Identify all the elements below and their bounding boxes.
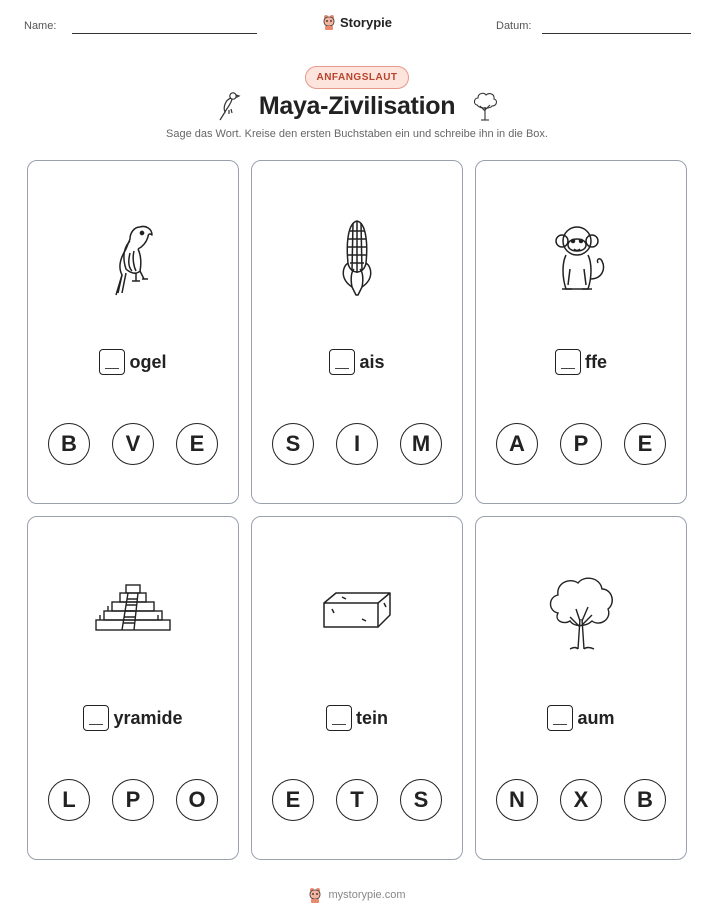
brand-logo <box>0 14 714 30</box>
letter-option[interactable]: B <box>48 423 90 465</box>
letter-options <box>476 779 686 821</box>
letter-option[interactable]: N <box>496 779 538 821</box>
letter-option[interactable]: T <box>336 779 378 821</box>
letter-options <box>252 779 462 821</box>
answer-box[interactable] <box>99 349 125 375</box>
word-ending: tein <box>355 707 388 728</box>
mascot-icon <box>308 887 322 903</box>
footer-url[interactable]: mystorypie.com <box>328 889 406 901</box>
answer-box[interactable] <box>547 705 573 731</box>
exercise-card <box>251 516 463 860</box>
corn-icon <box>312 213 402 303</box>
answer-box[interactable] <box>83 705 109 731</box>
instructions: Sage das Wort. Kreise den ersten Buchstaben ein und schreibe ihn in die Box. <box>166 128 548 140</box>
parrot-icon <box>88 213 178 303</box>
letter-option[interactable]: S <box>272 423 314 465</box>
brand-name: Storypie <box>339 14 392 30</box>
letter-option[interactable]: P <box>560 423 602 465</box>
letter-option[interactable]: M <box>400 423 442 465</box>
letter-option[interactable]: V <box>112 423 154 465</box>
name-label: Name: <box>24 20 57 32</box>
bird-icon <box>215 90 243 122</box>
letter-option[interactable]: B <box>624 779 666 821</box>
letter-option[interactable]: A <box>496 423 538 465</box>
letter-options <box>252 423 462 465</box>
letter-option[interactable]: O <box>176 779 218 821</box>
letter-option[interactable]: E <box>272 779 314 821</box>
exercise-card <box>475 516 687 860</box>
letter-option[interactable]: S <box>400 779 442 821</box>
exercise-card <box>251 160 463 504</box>
letter-option[interactable]: L <box>48 779 90 821</box>
exercise-card <box>27 516 239 860</box>
mascot-icon <box>322 14 336 30</box>
letter-options <box>476 423 686 465</box>
word-ending: ffe <box>585 351 607 372</box>
word-ending: ogel <box>129 351 167 372</box>
stone-block-icon <box>312 569 402 659</box>
pyramid-icon <box>88 569 178 659</box>
letter-options <box>28 779 238 821</box>
answer-box[interactable] <box>329 349 355 375</box>
date-label: Datum: <box>496 20 532 32</box>
name-field[interactable] <box>72 33 257 34</box>
word-ending: aum <box>577 707 615 728</box>
word-ending: ais <box>359 351 385 372</box>
letter-option[interactable]: E <box>624 423 666 465</box>
letter-option[interactable]: I <box>336 423 378 465</box>
letter-option[interactable]: E <box>176 423 218 465</box>
date-field[interactable] <box>542 33 691 34</box>
answer-box[interactable] <box>555 349 581 375</box>
page-title: Maya-Zivilisation <box>258 91 456 120</box>
letter-option[interactable]: X <box>560 779 602 821</box>
topic-badge: ANFANGSLAUT <box>305 66 408 89</box>
answer-box[interactable] <box>326 705 352 731</box>
exercise-card <box>27 160 239 504</box>
monkey-icon <box>536 213 626 303</box>
word-ending: yramide <box>113 707 183 728</box>
exercise-card <box>475 160 687 504</box>
tree-icon <box>471 90 499 122</box>
letter-options <box>28 423 238 465</box>
letter-option[interactable]: P <box>112 779 154 821</box>
tree-icon <box>536 569 626 659</box>
